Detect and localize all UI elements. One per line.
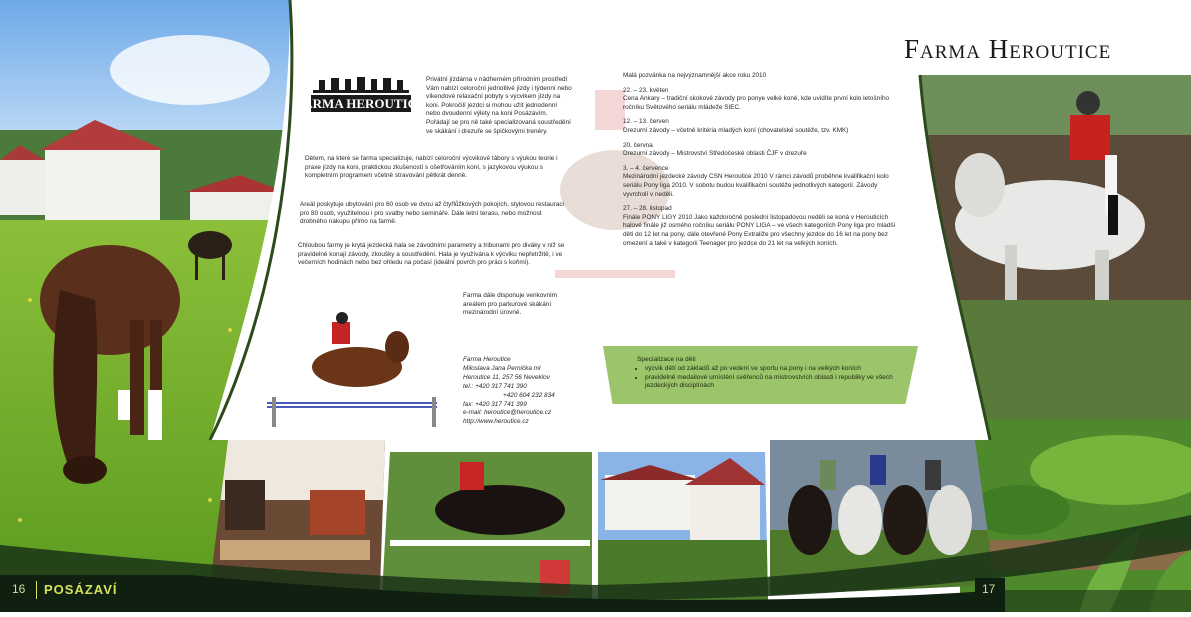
- event-date: 22. – 23. květen: [623, 86, 669, 94]
- contact-name: Farma Heroutice: [463, 356, 511, 363]
- event-date: 12. – 13. červen: [623, 118, 669, 126]
- contact-phone: tel.: +420 317 741 390: [463, 382, 527, 390]
- footer-divider: [36, 581, 37, 599]
- page-number-left: 16: [12, 582, 26, 596]
- specialization-item: • výcvik dětí od základů až po vedení ve sportu na pony i na velkých koních: [645, 365, 907, 374]
- intro-paragraph-2: Dětem, na které se farma specializuje, nabízí celoroční výcvikové tábory s výukou teorie i praxe jízdy na koni, praktickou zkušeností s ošetřováním koní, s jazykovou výukou s kompletním programem včetně stravování pětkrát denně.: [305, 155, 558, 180]
- event-text: Drezurní závody – včetně kritéria mladých koní (chovatelské soutěže, tzv. KMK): [623, 126, 849, 134]
- event-text: Finále PONY LIGY 2010 Jako každoročně poslední listopadovou neděli se koná v Herouticích halové finále již osmého ročníku seriálu PONY LIGA – ve všech kategoriích Pony liga pro mladší děti do 12 let na pony, dále otevřené Pony Extraliže pro všechny jezdce do 16 let na pony bez omezení a také v kategorii Teenager pro jezdce do 21 let na velkých koních.: [623, 213, 896, 247]
- footer-brand: POSÁZAVÍ: [44, 582, 118, 597]
- event-text: Mezinárodní jezdecké závody CSN Heroutice 2010 V rámci závodů proběhne kvalifikační kolo seriálu Pony liga 2010. V sobotu budou kvalifikační soutěže jednotlivých kategorií. Závody vyvrcholí v neděli.: [623, 173, 889, 198]
- events-intro: Malá pozvánka na nejvýznamnější akce roku 2010: [623, 72, 767, 79]
- contact-address: Heroutice 11, 257 56 Neveklov: [463, 373, 550, 381]
- intro-paragraph-4: Chloubou farmy je krytá jezdecká hala se závodními parametry a tribunami pro diváky v níž se pravidelně konají závody, zkoušky a soustředění. Hala je využívána k výcviku nepřetržitě, i ve večerních hodinách nebo bez ohledu na počasí (ideální povrch pro práci s koňmi).: [298, 242, 565, 267]
- contact-fax: fax: +420 317 741 399: [463, 400, 527, 408]
- logo-text: FARMA HEROUTICE: [296, 96, 426, 111]
- event-date: 3. – 4. července: [623, 164, 669, 172]
- page-title: Farma Heroutice: [904, 34, 1112, 64]
- event-date: 27. – 28. listopad: [623, 205, 672, 213]
- intro-paragraph-3: Areál poskytuje ubytování pro 60 osob ve dvou až čtyřlůžkových pokojích, stylovou restauraci pro 80 osob, využitelnou i pro svatby nebo semináře. Dále letní terasu, nebo možnost drobného nákupu přímo na farmě.: [300, 201, 564, 226]
- event-text: Drezurní závody – Mistrovství Středočeské oblasti ČJF v drezuře: [623, 150, 807, 158]
- specialization-item: • pravidelně medailové umístění svěřenců na mistrovstvích oblasti i republiky ve všech jezdeckých disciplínách: [645, 374, 907, 392]
- specialization-title: Specializace na děti: [637, 356, 696, 363]
- page-number-right: 17: [982, 582, 996, 596]
- contact-web[interactable]: http://www.heroutice.cz: [463, 418, 529, 426]
- arena-paragraph: Farma dále disponuje venkovním areálem pro parkurové skákání mezinárodní úrovně.: [463, 292, 558, 317]
- contact-person: Miloslava Jana Pernička ml: [463, 364, 541, 372]
- contact-mobile: +420 604 232 834: [503, 391, 555, 399]
- event-date: 20. června: [623, 141, 653, 149]
- intro-paragraph-1: Privátní jízdárna v nádherném přírodním prostředí Vám nabízí celoroční jednotlivé jízdy i týdenní nebo víkendové relaxační pobyty s výcvikem jízdy na koni. Pokročilí jezdci si mohou užít jednodenní nebo dvoudenní výlety na koni Posázavím. Pořádají se pro ně také specializovaná soustředění ve skákání i drezuře se špičkovými trenéry.: [426, 76, 572, 135]
- contact-email[interactable]: e-mail: heroutice@heroutice.cz: [463, 409, 552, 417]
- event-text: Cena Ankary – tradiční skokové závody pro ponye velké koně, kde uvidíte první kolo letošního ročníku Světového seriálu mládeže SIEC.: [623, 95, 890, 111]
